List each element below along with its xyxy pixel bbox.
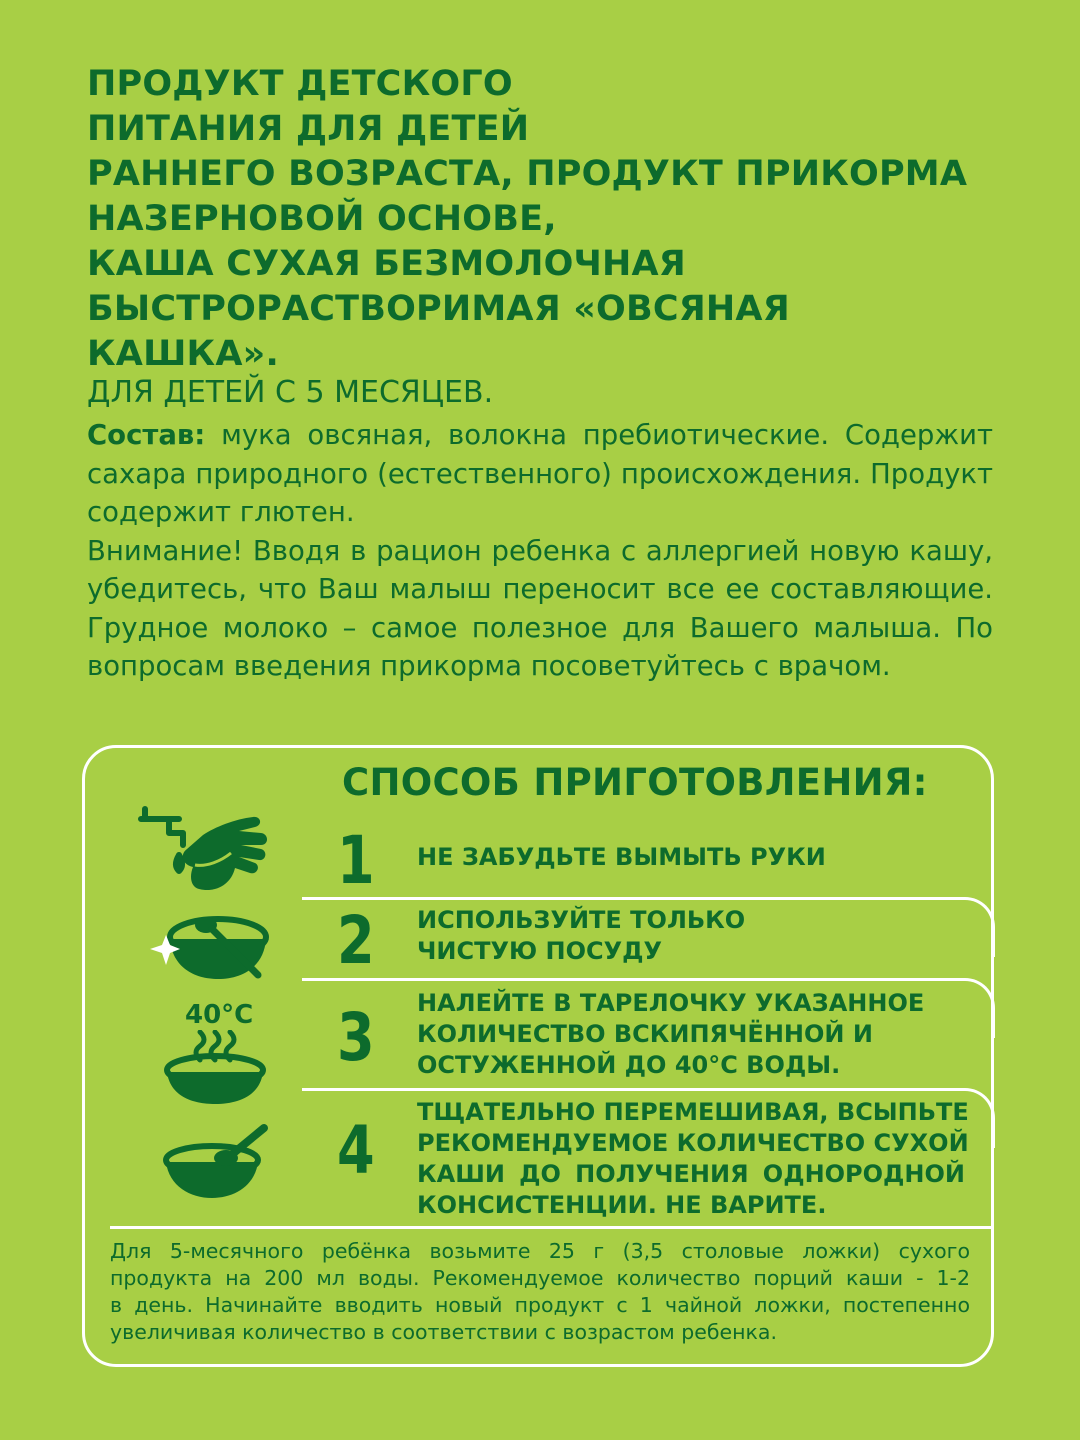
step-line: КОНСИСТЕНЦИИ. НЕ ВАРИТЕ. bbox=[417, 1191, 827, 1219]
title-line: КАШКА». bbox=[87, 334, 279, 374]
title-line: ПРОДУКТ ДЕТСКОГО bbox=[87, 64, 513, 104]
step-text-4 bbox=[417, 1097, 969, 1221]
warning-text: Внимание! Вводя в рацион ребенка с аллергией новую кашу, убедитесь, что Ваш малыш переносит все ее составляющие. Грудное молоко – самое полезное для Вашего малыша. По вопросам введения прикорма посоветуйтесь с врачом. bbox=[87, 534, 993, 682]
note-line: в день. Начинайте вводить новый продукт с 1 чайной ложки, постепенно bbox=[110, 1293, 970, 1317]
step-text-1 bbox=[417, 842, 826, 873]
preparation-title: СПОСОБ ПРИГОТОВЛЕНИЯ: bbox=[342, 761, 928, 804]
step-text-2 bbox=[417, 905, 745, 967]
warm-water-bowl-icon bbox=[160, 1030, 270, 1105]
wash-hands-icon bbox=[135, 805, 275, 900]
note-line: продукта на 200 мл воды. Рекомендуемое количество порций каши - 1-2 bbox=[110, 1266, 970, 1290]
description bbox=[87, 416, 993, 686]
age-label: ДЛЯ ДЕТЕЙ С 5 МЕСЯЦЕВ. bbox=[87, 375, 494, 410]
composition-label: Состав: bbox=[87, 419, 206, 451]
step-line: ОСТУЖЕННОЙ ДО 40°С ВОДЫ. bbox=[417, 1051, 841, 1079]
step-number-2: 2 bbox=[337, 902, 375, 979]
title-line: КАША СУХАЯ БЕЗМОЛОЧНАЯ bbox=[87, 244, 686, 284]
stir-porridge-icon bbox=[160, 1122, 275, 1202]
composition-text: мука овсяная, волокна пребиотические. Содержит сахара природного (естественного) происхождения. Продукт содержит глютен. bbox=[87, 419, 993, 528]
product-title bbox=[87, 62, 1047, 377]
composition bbox=[87, 416, 993, 532]
step-divider bbox=[110, 1226, 994, 1229]
step-line: РЕКОМЕНДУЕМОЕ КОЛИЧЕСТВО СУХОЙ bbox=[417, 1129, 969, 1157]
step-number-3: 3 bbox=[337, 999, 375, 1076]
temperature-label: 40°C bbox=[185, 1000, 254, 1030]
step-number-4: 4 bbox=[337, 1112, 375, 1189]
note-line: увеличивая количество в соответствии с возрастом ребенка. bbox=[110, 1320, 777, 1344]
step-line: ТЩАТЕЛЬНО ПЕРЕМЕШИВАЯ, ВСЫПЬТЕ bbox=[417, 1098, 969, 1126]
title-line: БЫСТРОРАСТВОРИМАЯ «ОВСЯНАЯ bbox=[87, 289, 790, 329]
dosage-note bbox=[110, 1238, 970, 1346]
step-line: НАЛЕЙТЕ В ТАРЕЛОЧКУ УКАЗАННОЕ bbox=[417, 989, 925, 1017]
step-number-1: 1 bbox=[337, 822, 375, 899]
title-line: РАННЕГО ВОЗРАСТА, ПРОДУКТ ПРИКОРМА bbox=[87, 154, 968, 194]
step-line: ИСПОЛЬЗУЙТЕ ТОЛЬКО bbox=[417, 906, 746, 934]
title-line: ПИТАНИЯ ДЛЯ ДЕТЕЙ bbox=[87, 109, 530, 149]
step-line: ЧИСТУЮ ПОСУДУ bbox=[417, 937, 662, 965]
note-line: Для 5-месячного ребёнка возьмите 25 г (3,5 столовые ложки) сухого bbox=[110, 1239, 970, 1263]
step-line: НЕ ЗАБУДЬТЕ ВЫМЫТЬ РУКИ bbox=[417, 843, 826, 871]
clean-bowl-icon bbox=[148, 905, 273, 985]
step-line: КАШИ ДО ПОЛУЧЕНИЯ ОДНОРОДНОЙ bbox=[417, 1160, 965, 1188]
step-line: КОЛИЧЕСТВО ВСКИПЯЧЁННОЙ И bbox=[417, 1020, 873, 1048]
step-text-3 bbox=[417, 988, 924, 1081]
title-line: НАЗЕРНОВОЙ ОСНОВЕ, bbox=[87, 199, 557, 239]
